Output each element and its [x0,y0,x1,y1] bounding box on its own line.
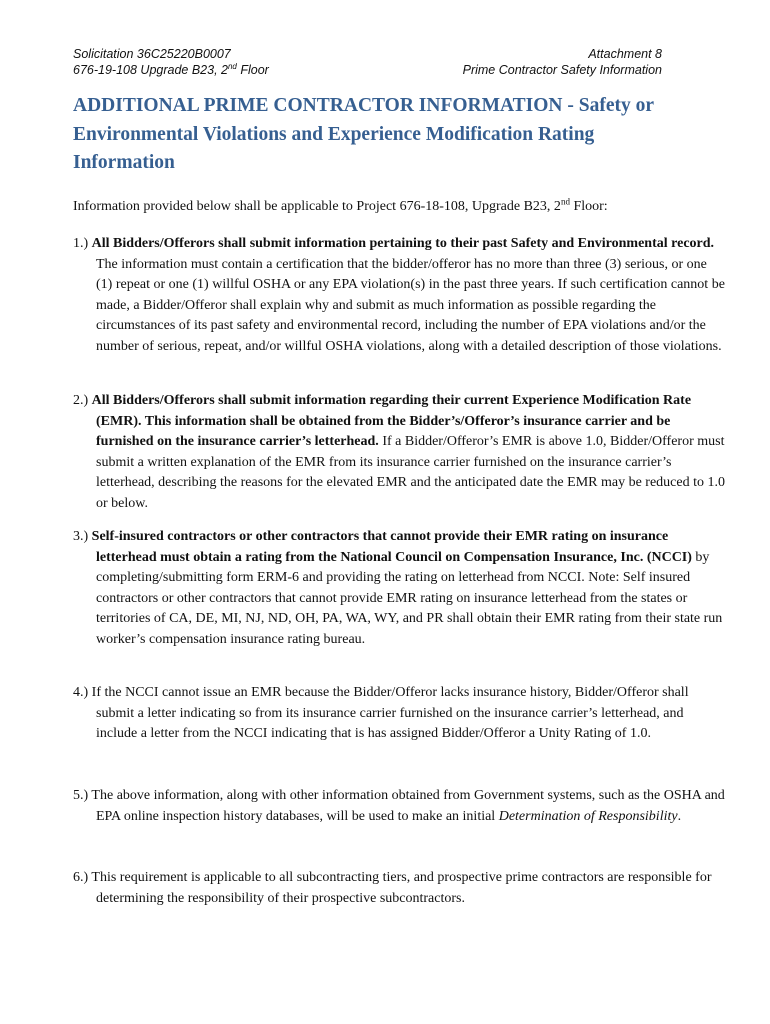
list-item-3 [73,527,726,650]
item-number: 4.) [73,685,92,700]
item-bold-text: All Bidders/Offerors shall submit information regarding their current Experience Modification Rate (EMR). This information shall be obtained from the Bidder’s/Offeror’s insurance carrier and be furnished on the insurance carrier’s letterhead. [91,393,692,449]
header-right [463,46,662,78]
list-item-5 [73,786,726,827]
intro-text: Information provided below shall be applicable to Project 676-18-108, Upgrade B23, 2 [73,199,561,214]
intro-sup: nd [560,196,570,207]
list-item-1 [73,234,726,357]
item-text: If a Bidder/Offeror’s EMR is above 1.0, Bidder/Offeror must submit a written explanation of the EMR from its insurance carrier furnished on the insurance carrier’s letterhead, describing the reasons for the elevated EMR and the anticipated date the EMR may be reduced to 1.0 or below. [96,434,725,511]
list-item-6 [73,868,726,909]
item-text: The information must contain a certification that the bidder/offeror has no more than three (3) serious, or one (1) repeat or one (1) willful OSHA or any EPA violation(s) in the past three years. If such certification cannot be made, a Bidder/Offeror shall explain why and submit as much information as possible regarding the circumstances of its past safety and environmental record, including the number of EPA violations and/or the number of serious, repeat, and/or willful OSHA violations, along with a detailed description of those violations. [96,256,725,354]
item-text: This requirement is applicable to all subcontracting tiers, and prospective prime contractors are responsible for determining the responsibility of their prospective subcontractors. [91,870,712,906]
item-italic-text: Determination of Responsibility [498,808,678,824]
item-number: 6.) [73,870,92,885]
item-bold-text: All Bidders/Offerors shall submit information pertaining to their past Safety and Environmental record. [91,236,715,251]
intro-paragraph [73,197,608,217]
project-line-end: Floor [236,63,269,77]
intro-text-end: Floor: [569,199,608,214]
item-text-end: . [677,808,682,824]
project-line [73,62,269,78]
item-text: The above information, along with other information obtained from Government systems, such as the OSHA and EPA online inspection history databases, will be used to make an initial [91,788,725,824]
project-line-text: 676-19-108 Upgrade B23, 2 [73,63,228,77]
project-line-sup: nd [227,61,237,71]
list-item-4 [73,683,726,745]
header-left [73,46,269,78]
item-text: If the NCCI cannot issue an EMR because the Bidder/Offeror lacks insurance history, Bidder/Offeror shall submit a letter indicating so from its insurance carrier furnished on the insurance carrier’s letterhead, and include a letter from the NCCI indicating that is has assigned Bidder/Offeror a Unity Rating of 1.0. [91,685,689,741]
item-number: 1.) [73,236,92,251]
item-bold-text: Self-insured contractors or other contractors that cannot provide their EMR rating on insurance letterhead must obtain a rating from the National Council on Compensation Insurance, Inc. (NCCI) [91,529,692,565]
item-number: 5.) [73,788,92,803]
item-number: 2.) [73,393,92,408]
page-title: ADDITIONAL PRIME CONTRACTOR INFORMATION - Safety or Environmental Violations and Experience Modification Rating Information [73,95,654,173]
item-number: 3.) [73,529,92,544]
attachment-title: Prime Contractor Safety Information [462,63,662,77]
item-text: by completing/submitting form ERM-6 and providing the rating on letterhead from NCCI. Note: Self insured contractors or other contractors that cannot provide EMR rating on insurance letterhead from the states or territories of CA, DE, MI, NJ, ND, OH, PA, WA, WY, and PR shall obtain their EMR rating from their state run worker’s compensation insurance rating bureau. [96,549,723,647]
list-item-2 [73,391,726,514]
attachment-label: Attachment 8 [588,47,662,61]
solicitation-number: Solicitation 36C25220B0007 [73,47,231,61]
